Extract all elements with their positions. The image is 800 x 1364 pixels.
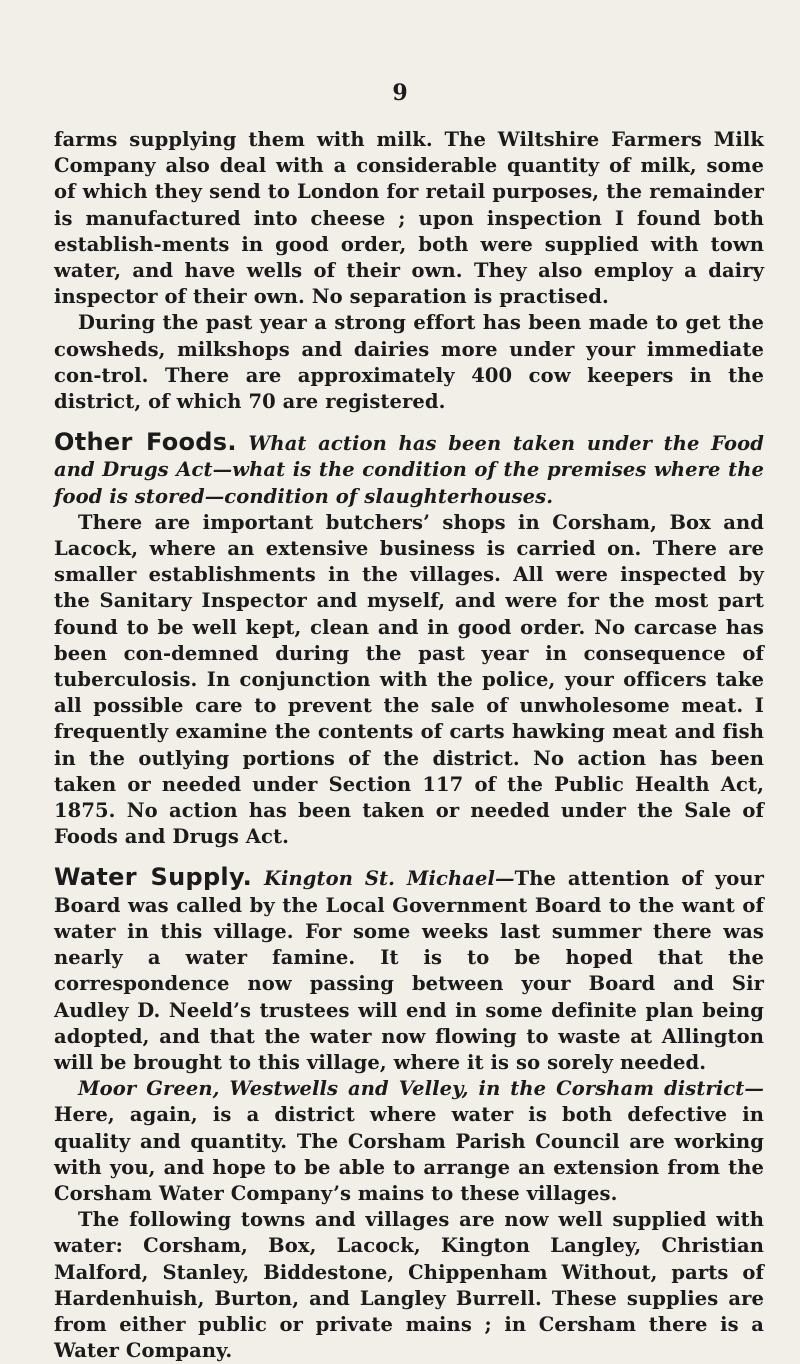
water-supply-heading: Water Supply. <box>54 863 253 892</box>
milk-paragraph: farms supplying them with milk. The Wiltshire Farmers Milk Company also deal with a considerable quantity of milk, some of which they send to London for retail purposes, the remainder is manufactured into cheese ; upon inspection I found both establish-ments in good order, both were supplied with town water, and have wells of their own. They also employ a dairy inspector of their own. No separation is practised. <box>54 128 764 309</box>
other-foods-intro <box>54 429 764 510</box>
other-foods-heading: Other Foods. <box>54 428 237 457</box>
kington-paragraph: The attention of your Board was called by the Local Government Board to the want of water in this village. For some weeks last summer there was nearly a water famine. It is to be hoped that the correspondence now passing between your Board and Sir Audley D. Neeld’s trustees will end in some definite plan being adopted, and that the water now flowing to waste at Allington will be brought to this village, where it is so sorely needed. <box>54 867 765 1074</box>
supplied-villages-paragraph: The following towns and villages are now well supplied with water: Corsham, Box, Lacock, Kington Langley, Christian Malford, Stanley, Biddestone, Chippenham Without, parts of Hardenhuish, Burton, and Langley Burrell. These supplies are from either public or private mains ; in Cersham there is a Water Company. <box>54 1208 764 1363</box>
other-foods-paragraph: There are important butchers’ shops in Corsham, Box and Lacock, where an extensive business is carried on. There are smaller establishments in the villages. All were inspected by the Sanitary Inspector and myself, and were for the most part found to be well kept, clean and in good order. No carcase has been con-demned during the past year in consequence of tuberculosis. In conjunction with the police, your officers take all possible care to prevent the sale of unwholesome meat. I frequently examine the contents of carts hawking meat and fish in the outlying portions of the district. No action has been taken or needed under Section 117 of the Public Health Act, 1875. No action has been taken or needed under the Sale of Foods and Drugs Act. <box>54 510 764 849</box>
moor-green-text: Here, again, is a district where water is both defective in quality and quantity. The Corsham Parish Council are working with you, and hope to be able to arrange an extension from the Corsham Water Company’s mains to these villages. <box>54 1103 764 1205</box>
moor-green-place-name: Moor Green, Westwells and Velley, in the Corsham district— <box>78 1077 764 1101</box>
water-supply-intro <box>54 864 764 1076</box>
kington-place-name: Kington St. Michael— <box>263 867 515 891</box>
other-foods-subheading: What action has been taken under the Food and Drugs Act—what is the condition of the premises where the food is stored—condition of slaughterhouses. <box>54 432 764 508</box>
page-number: 9 <box>392 80 408 106</box>
moor-green-paragraph <box>54 1076 764 1207</box>
cowsheds-paragraph: During the past year a strong effort has been made to get the cowsheds, milkshops and dairies more under your immediate con-trol. There are approximately 400 cow keepers in the district, of which 70 are registered. <box>54 311 764 414</box>
page-body <box>54 127 764 1364</box>
